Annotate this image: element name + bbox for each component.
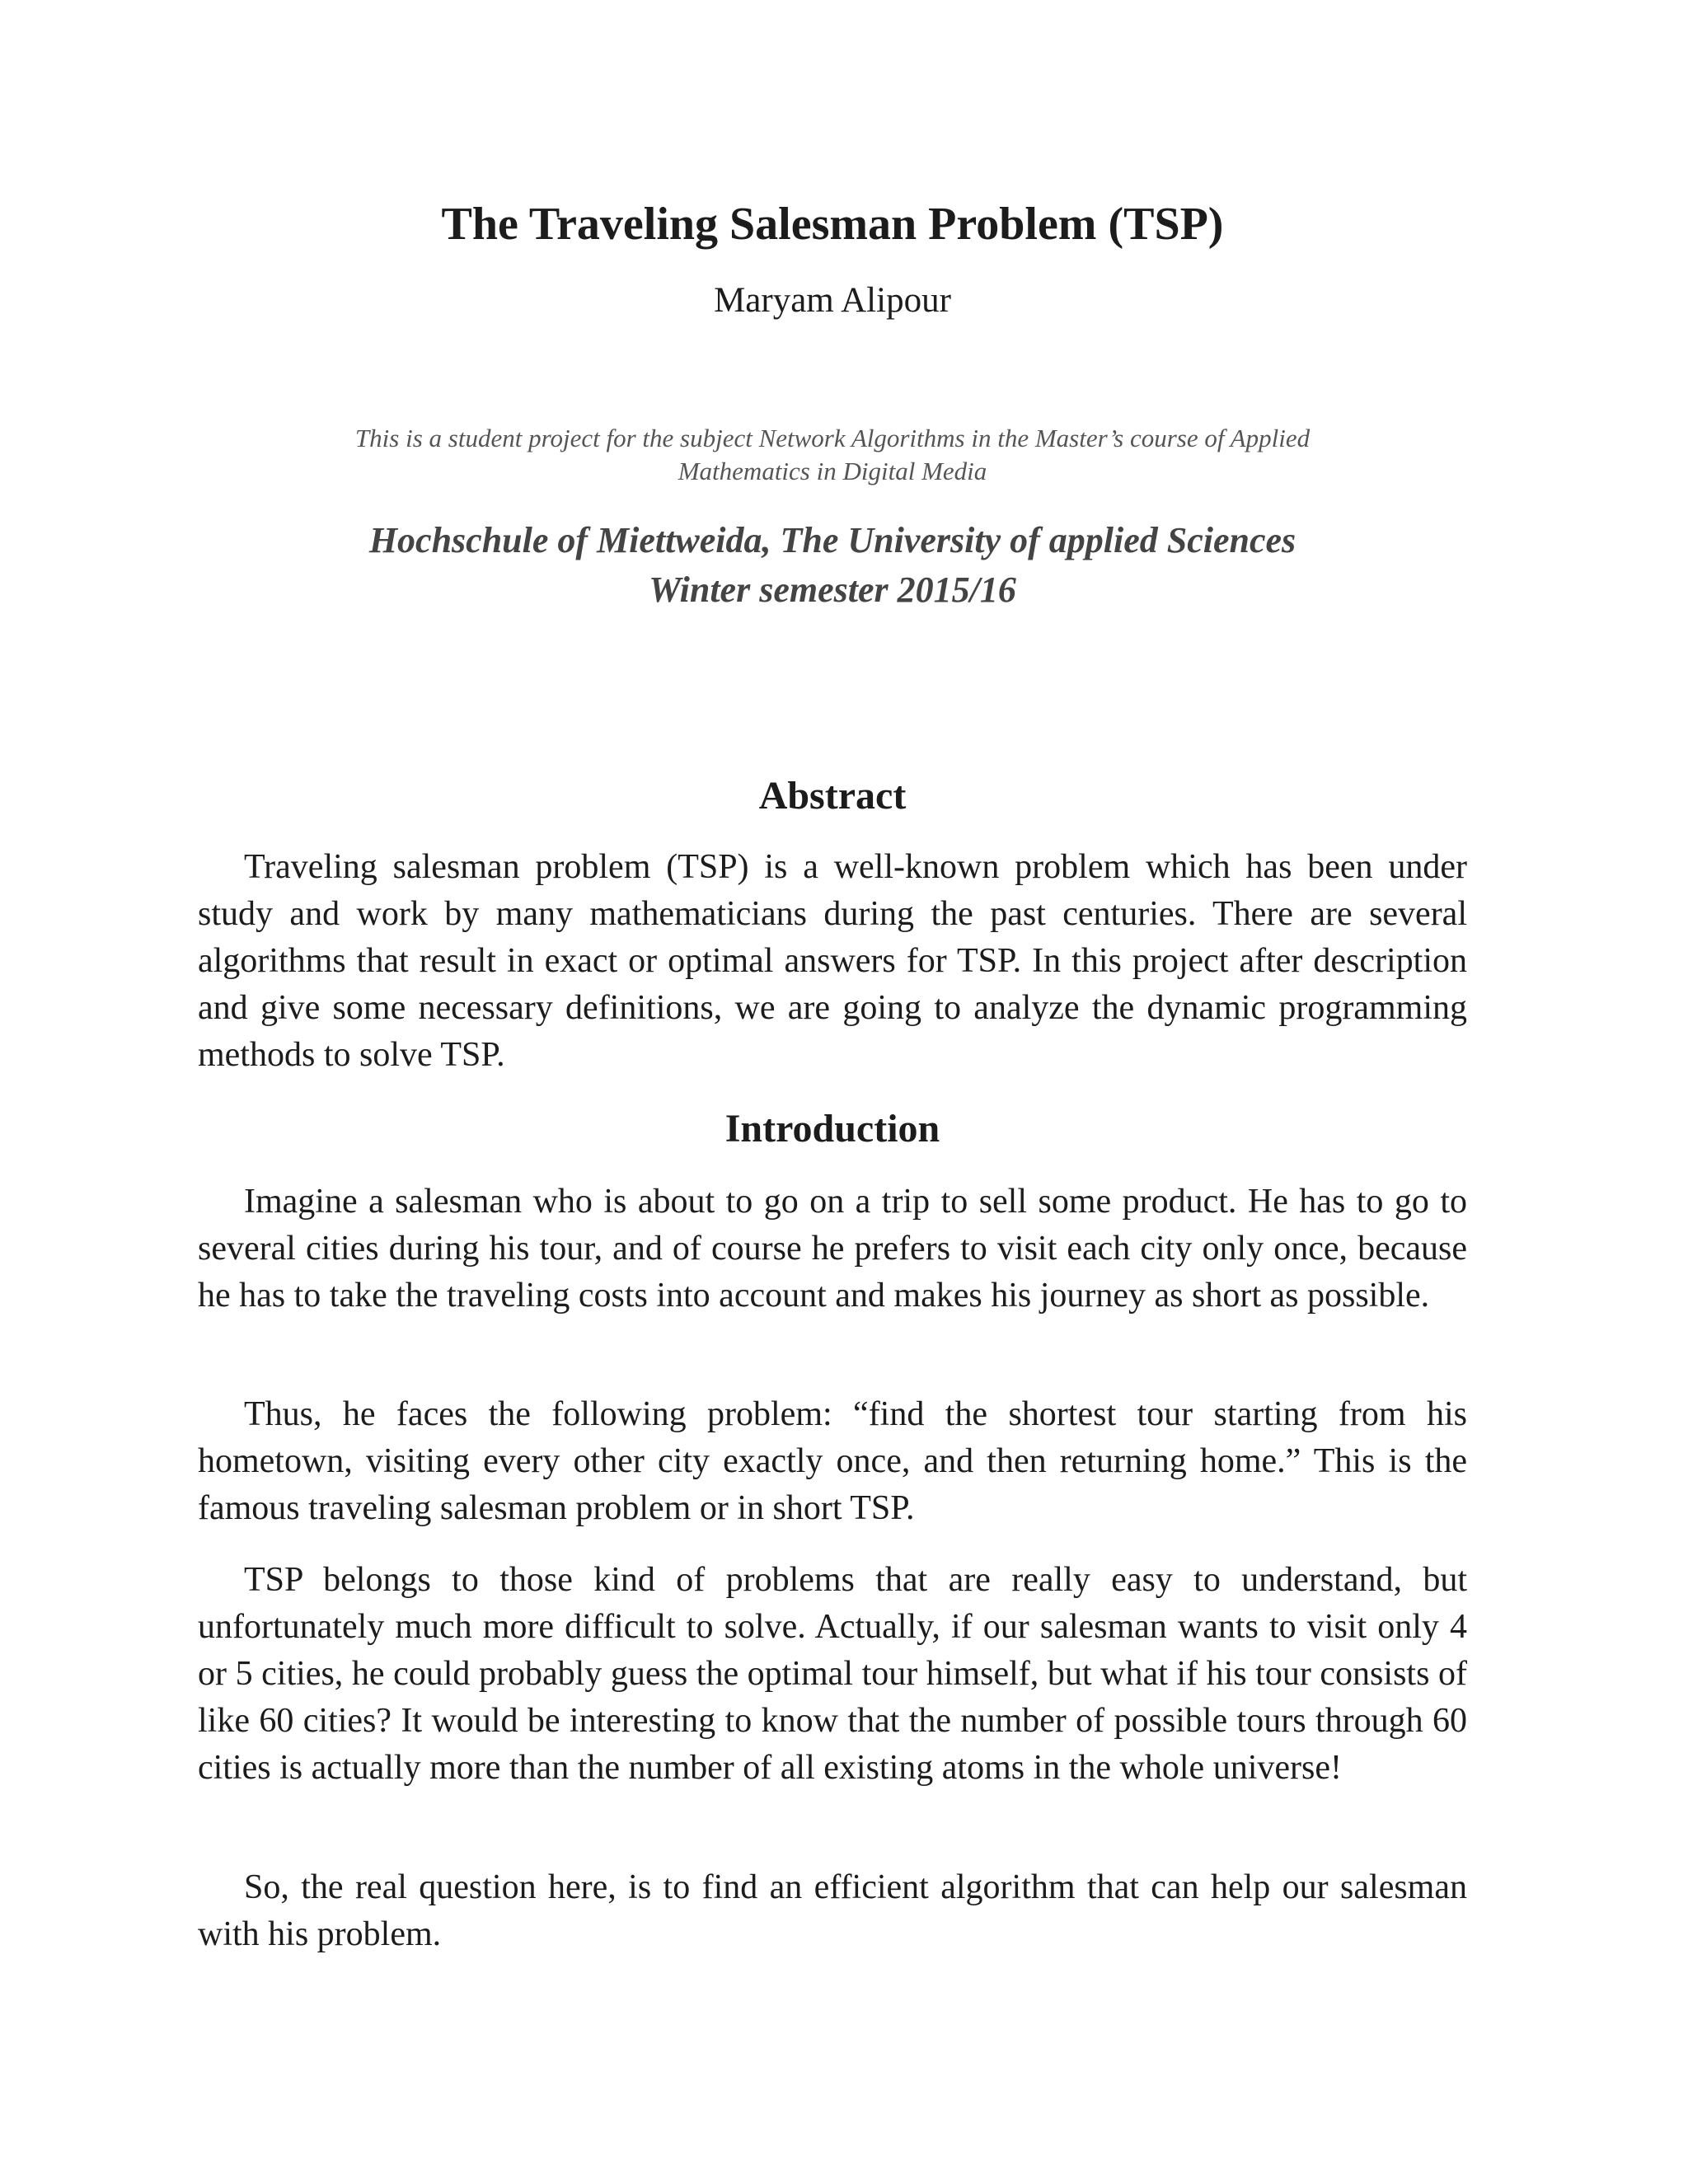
- intro-paragraph-2: Thus, he faces the following problem: “find the shortest tour starting from his hometown, visiting every other city exactly once, and then returning home.” This is the famous traveling salesman problem or in short TSP.: [198, 1395, 1467, 1527]
- project-note: This is a student project for the subject Network Algorithms in the Master’s course of Applied Mathematics in Digital Media: [354, 424, 1311, 485]
- author-name: Maryam Alipour: [714, 281, 951, 320]
- introduction-heading: Introduction: [724, 1107, 940, 1151]
- abstract-heading: Abstract: [758, 774, 907, 818]
- abstract-text: Traveling salesman problem (TSP) is a well-known problem which has been under study and work by many mathematicians during the past centuries. There are several algorithms that result in exact or optimal answers for TSP. In this project after description and give some necessary definitions, we are going to analyze the dynamic programming methods to solve TSP.: [198, 848, 1467, 1074]
- paper-title: The Traveling Salesman Problem (TSP): [441, 199, 1224, 250]
- intro-paragraph-3: TSP belongs to those kind of problems that are really easy to understand, but unfortunately much more difficult to solve. Actually, if our salesman wants to visit only 4 or 5 cities, he could probably guess the optimal tour himself, but what if his tour consists of like 60 cities? It would be interesting to know that the number of possible tours through 60 cities is actually more than the number of all existing atoms in the whole universe!: [198, 1561, 1467, 1787]
- institution-block: [198, 516, 1467, 615]
- intro-paragraph-4: So, the real question here, is to find an efficient algorithm that can help our salesman with his problem.: [198, 1868, 1467, 1953]
- intro-paragraph-1: Imagine a salesman who is about to go on a trip to sell some product. He has to go to several cities during his tour, and of course he prefers to visit each city only once, because he has to take the traveling costs into account and makes his journey as short as possible.: [198, 1183, 1467, 1315]
- semester: Winter semester 2015/16: [649, 569, 1016, 610]
- institution-name: Hochschule of Miettweida, The University of applied Sciences: [368, 520, 1296, 560]
